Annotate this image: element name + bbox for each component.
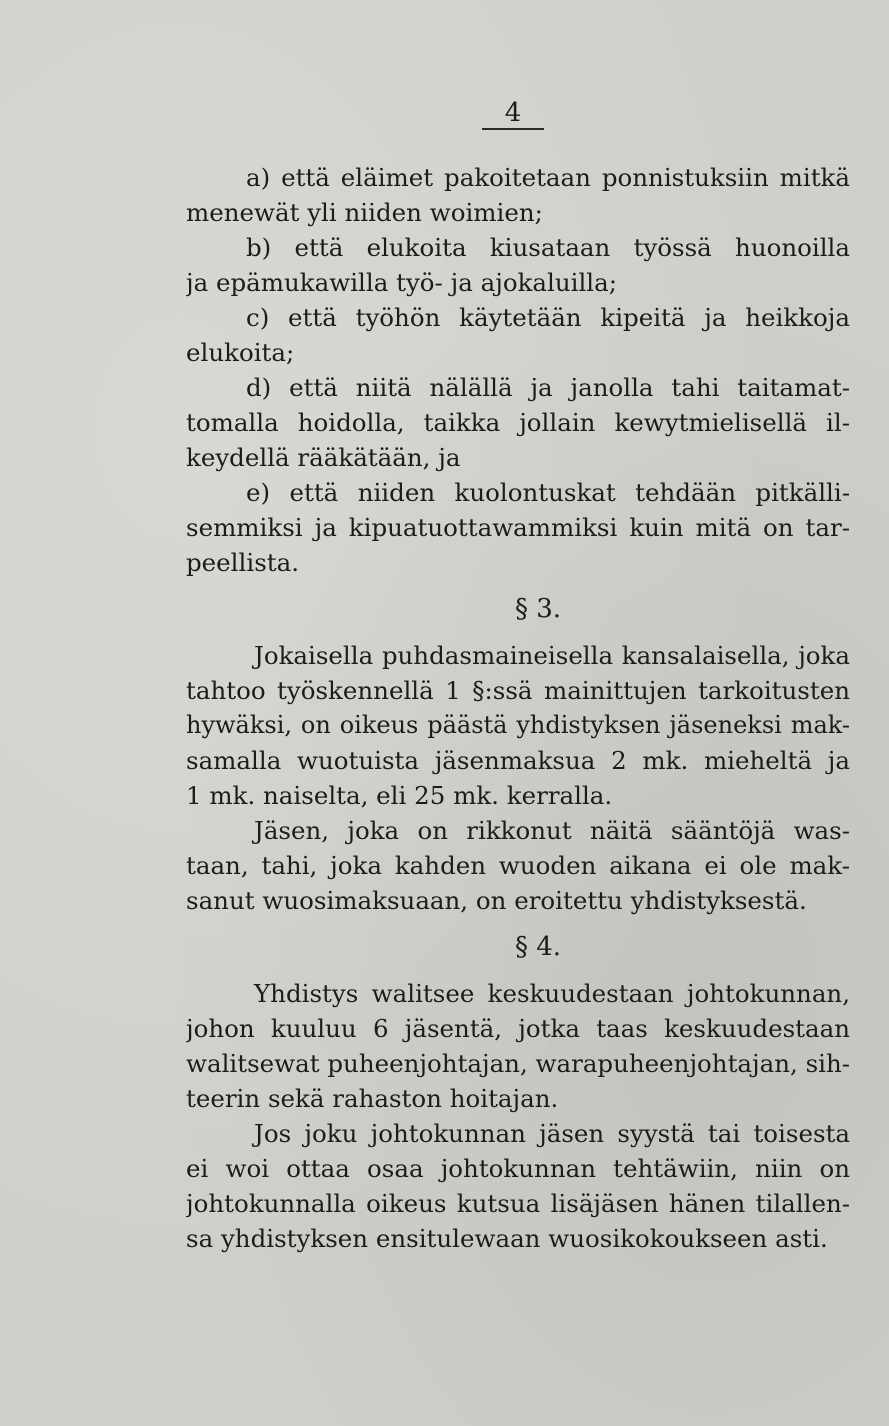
section-3-p1-line-5: 1 mk. naiselta, eli 25 mk. kerralla. (186, 781, 613, 810)
section-4-p2-line-4: sa yhdistyksen ensitulewaan wuosikokoukseen asti. (186, 1224, 828, 1253)
page-number: 4 (504, 98, 522, 128)
section-4-p1-line-3: walitsewat puheenjohtajan, warapuheenjohtajan, sih- (186, 1049, 850, 1078)
item-a-line-2: menewät yli niiden woimien; (186, 198, 543, 227)
section-3-p2-line-1: Jäsen, joka on rikkonut näitä sääntöjä was- (254, 816, 850, 845)
section-3-p2-line-3: sanut wuosimaksuaan, on eroitettu yhdistyksestä. (186, 886, 807, 915)
section-3-p1-line-3: hywäksi, on oikeus päästä yhdistyksen jäseneksi mak- (186, 711, 850, 739)
section-4-p1-line-4: teerin sekä rahaston hoitajan. (186, 1084, 559, 1113)
section-4-p2-line-1: Jos joku johtokunnan jäsen syystä tai toisesta (254, 1119, 850, 1148)
section-4-p1-line-2: johon kuuluu 6 jäsentä, jotka taas keskuudestaan (186, 1014, 850, 1043)
item-e-line-2: semmiksi ja kipuatuottawammiksi kuin mitä on tar- (186, 513, 850, 542)
item-e-line-1: e) että niiden kuolontuskat tehdään pitkälli- (246, 478, 850, 507)
item-e-line-3: peellista. (186, 548, 300, 577)
section-4-heading: § 4. (514, 932, 562, 962)
item-b-line-1: b) että elukoita kiusataan työssä huonoilla (246, 233, 850, 262)
item-b-line-2: ja epämukawilla työ- ja ajokaluilla; (186, 268, 617, 297)
section-3-p2-line-2: taan, tahi, joka kahden wuoden aikana ei ole mak- (186, 851, 850, 880)
item-c-line-1: c) että työhön käytetään kipeitä ja heikkoja (246, 303, 850, 332)
section-4-p1-line-1: Yhdistys walitsee keskuudestaan johtokunnan, (254, 979, 850, 1008)
section-3-p1-line-4: samalla wuotuista jäsenmaksua 2 mk. mieheltä ja (186, 746, 850, 775)
item-d-line-1: d) että niitä nälällä ja janolla tahi taitamat- (246, 373, 850, 402)
section-3-p1-line-2: tahtoo työskennellä 1 §:ssä mainittujen tarkoitusten (186, 676, 850, 705)
item-a-line-1: a) että eläimet pakoitetaan ponnistuksiin mitkä (246, 163, 850, 192)
item-c-line-2: elukoita; (186, 338, 295, 367)
item-d-line-3: keydellä rääkätään, ja (186, 443, 461, 472)
section-3-p1-line-1: Jokaisella puhdasmaineisella kansalaisella, joka (254, 641, 850, 670)
section-4-p2-line-2: ei woi ottaa osaa johtokunnan tehtäwiin, niin on (186, 1154, 850, 1183)
section-3-heading: § 3. (514, 594, 562, 624)
item-d-line-2: tomalla hoidolla, taikka jollain kewytmielisellä il- (186, 408, 850, 437)
body-text (186, 160, 850, 1256)
section-4-p2-line-3: johtokunnalla oikeus kutsua lisäjäsen hänen tilallen- (186, 1189, 850, 1218)
page-number-rule (482, 128, 544, 130)
